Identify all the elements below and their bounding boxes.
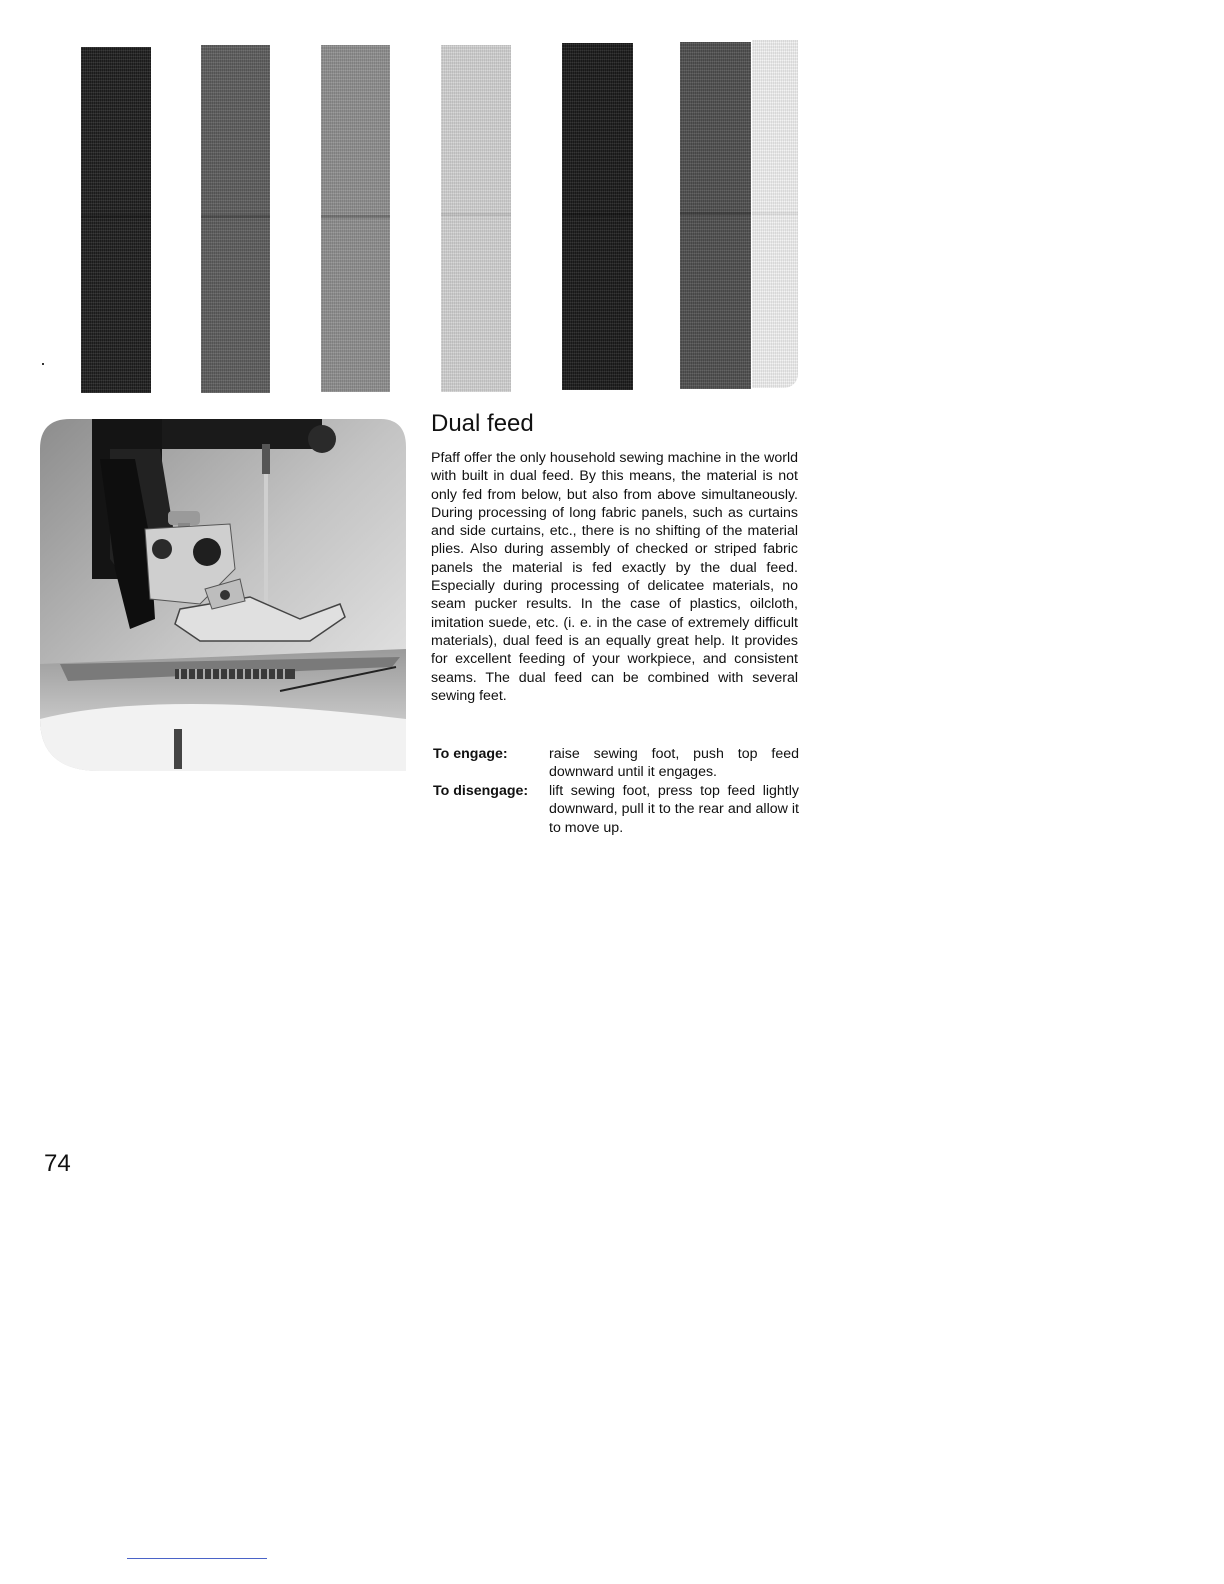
light-grey-fabric-strip <box>441 45 511 392</box>
mid-grey-fabric-strip <box>321 45 390 392</box>
black-fabric-strip-2 <box>562 43 633 390</box>
page-number: 74 <box>44 1150 71 1177</box>
instruction-label: To disengage: <box>433 783 529 799</box>
stray-dot <box>42 363 44 365</box>
black-fabric-strip <box>81 47 151 393</box>
instruction-text: lift sewing foot, press top feed lightly downward, pull it to the rear and allow it to move up. <box>549 783 799 836</box>
footer-rule <box>127 1558 267 1559</box>
dark-grey-fabric-strip-2 <box>680 42 751 389</box>
body-paragraph: Pfaff offer the only household sewing machine in the world with built in dual feed. By this means, the material is not only fed from below, but also from above simultaneously. During processing of long fabric panels, such as curtains and side curtains, etc., there is no shifting of the material plies. Also during assembly of checked or striped fabric panels the material is fed exactly by the dual feed. Especially during processing of delicatee materials, no seam pucker results. In the case of plastics, oilcloth, imitation suede, etc. (i. e. in the case of extremely difficult materials), dual feed is an equally great help. It provides for excellent feeding of your workpiece, and consistent seams. The dual feed can be combined with several sewing feet. <box>431 450 798 704</box>
section-heading: Dual feed <box>431 410 534 437</box>
dark-grey-fabric-strip <box>201 45 270 393</box>
white-fabric-strip <box>752 40 798 388</box>
instruction-label: To engage: <box>433 746 508 762</box>
instruction-text: raise sewing foot, push top feed downward until it engages. <box>549 746 799 781</box>
dual-feed-photo <box>40 419 406 771</box>
